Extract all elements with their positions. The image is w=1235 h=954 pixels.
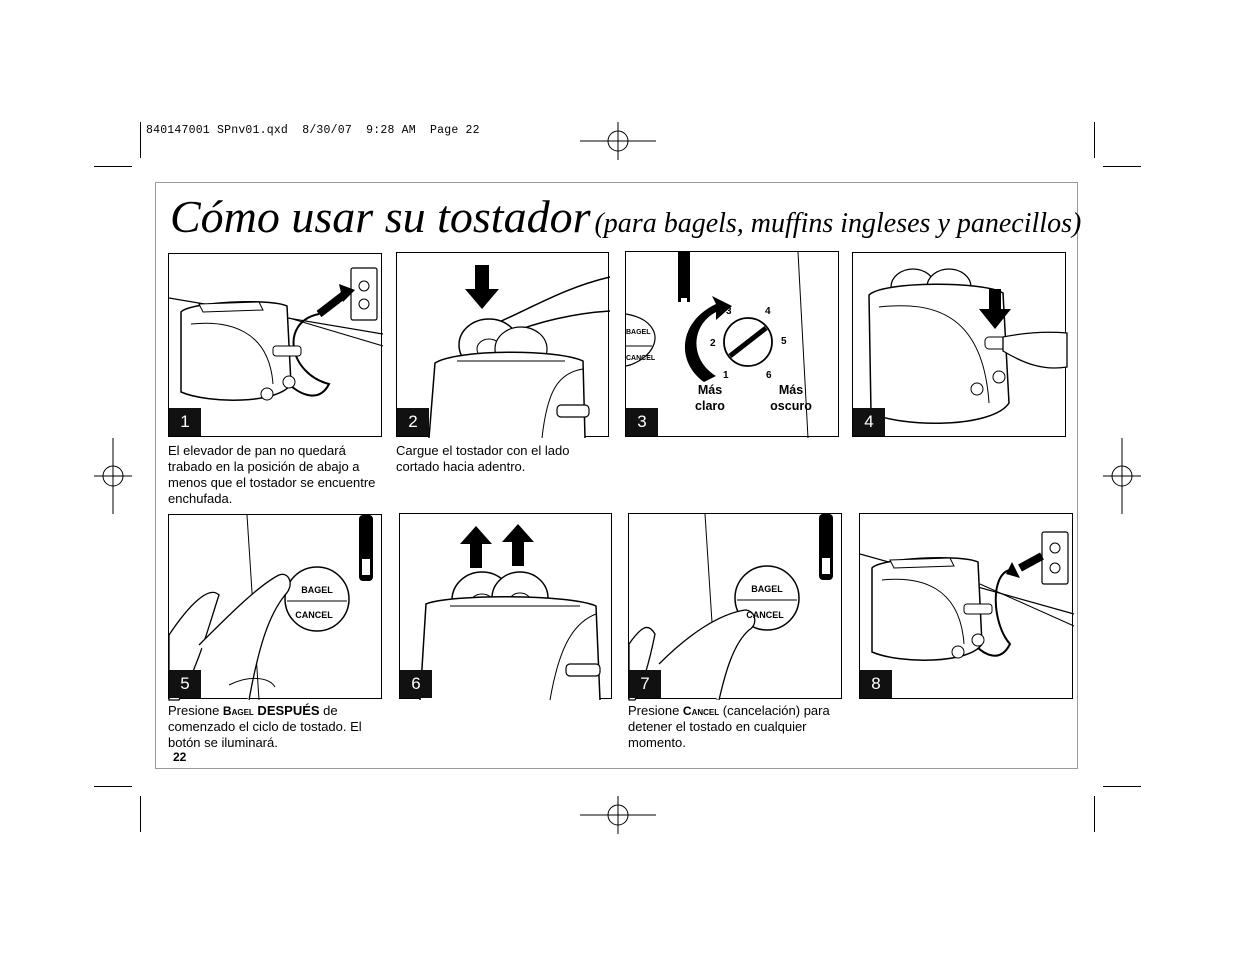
step-number: 1: [169, 408, 201, 436]
dial-tick-1: 1: [723, 370, 729, 381]
registration-mark-icon: [94, 438, 132, 514]
button-cancel-label: CANCEL: [746, 610, 784, 620]
crop-mark: [1094, 796, 1095, 832]
dial-tick-2: 2: [710, 338, 716, 349]
crop-mark: [1103, 786, 1141, 787]
dial-tick-5: 5: [781, 336, 787, 347]
step-caption-1: El elevador de pan no quedará trabado en la posición de abajo a menos que el tostador se encuentre enchufada.: [168, 443, 376, 506]
step-number: 3: [626, 408, 658, 436]
page-number: 22: [173, 750, 187, 764]
caption-pre: Presione: [628, 703, 683, 718]
crop-mark: [1103, 166, 1141, 167]
crop-mark: [1094, 122, 1095, 158]
step-panel-5: [168, 514, 382, 699]
unplug-toaster-illustration: [860, 514, 1074, 700]
step-number: 7: [629, 670, 661, 698]
button-cancel-label: CANCEL: [626, 355, 656, 362]
caption-pre: Presione: [168, 703, 223, 718]
press-bagel-button-illustration: [169, 515, 383, 700]
step-number: 6: [400, 670, 432, 698]
title-main: Cómo usar su tostador: [170, 191, 591, 242]
button-bagel-label: BAGEL: [626, 329, 651, 336]
caption-key: Cancel: [682, 704, 720, 718]
button-bagel-label: BAGEL: [751, 584, 783, 594]
dial-tick-3: 3: [726, 306, 732, 317]
step-panel-1: [168, 253, 382, 437]
crop-mark: [94, 786, 132, 787]
button-cancel-label: CANCEL: [295, 610, 333, 620]
step-panel-3: [625, 251, 839, 437]
caption-strong: DESPUÉS: [253, 703, 320, 718]
dial-light-label: Más claro: [695, 383, 725, 413]
step-panel-8: [859, 513, 1073, 699]
step-panel-4: [852, 252, 1066, 437]
title-sub: (para bagels, muffins ingleses y panecillos): [594, 208, 1082, 239]
crop-mark: [94, 166, 132, 167]
caption-key: Bagel: [222, 704, 254, 718]
step-number: 4: [853, 408, 885, 436]
button-bagel-label: BAGEL: [301, 585, 333, 595]
step-panel-2: [396, 252, 609, 437]
page-title: [170, 190, 1081, 243]
toaster-plug-illustration: [169, 254, 383, 438]
press-lever-illustration: [853, 253, 1067, 438]
step-caption-7: [628, 703, 842, 751]
step-number: 5: [169, 670, 201, 698]
dial-tick-6: 6: [766, 370, 772, 381]
press-cancel-button-illustration: [629, 514, 843, 700]
step-caption-2: Cargue el tostador con el lado cortado hacia adentro.: [396, 443, 570, 474]
crop-mark: [140, 122, 141, 158]
crop-mark: [140, 796, 141, 832]
file-slug: 840147001 SPnv01.qxd 8/30/07 9:28 AM Page 22: [146, 124, 480, 137]
step-caption-5: [168, 703, 382, 751]
registration-mark-icon: [1103, 438, 1141, 514]
step-number: 2: [397, 408, 429, 436]
step-panel-6: [399, 513, 612, 699]
registration-mark-icon: [580, 122, 656, 160]
caption-post: (cancelación) para detener el tostado en cualquier momento.: [628, 703, 830, 750]
registration-mark-icon: [580, 796, 656, 834]
caption-post: de comenzado el ciclo de tostado. El botón se iluminará.: [168, 703, 362, 750]
dial-dark-label: Más oscuro: [770, 383, 812, 413]
dial-tick-4: 4: [765, 306, 771, 317]
step-panel-7: [628, 513, 842, 699]
step-number: 8: [860, 670, 892, 698]
